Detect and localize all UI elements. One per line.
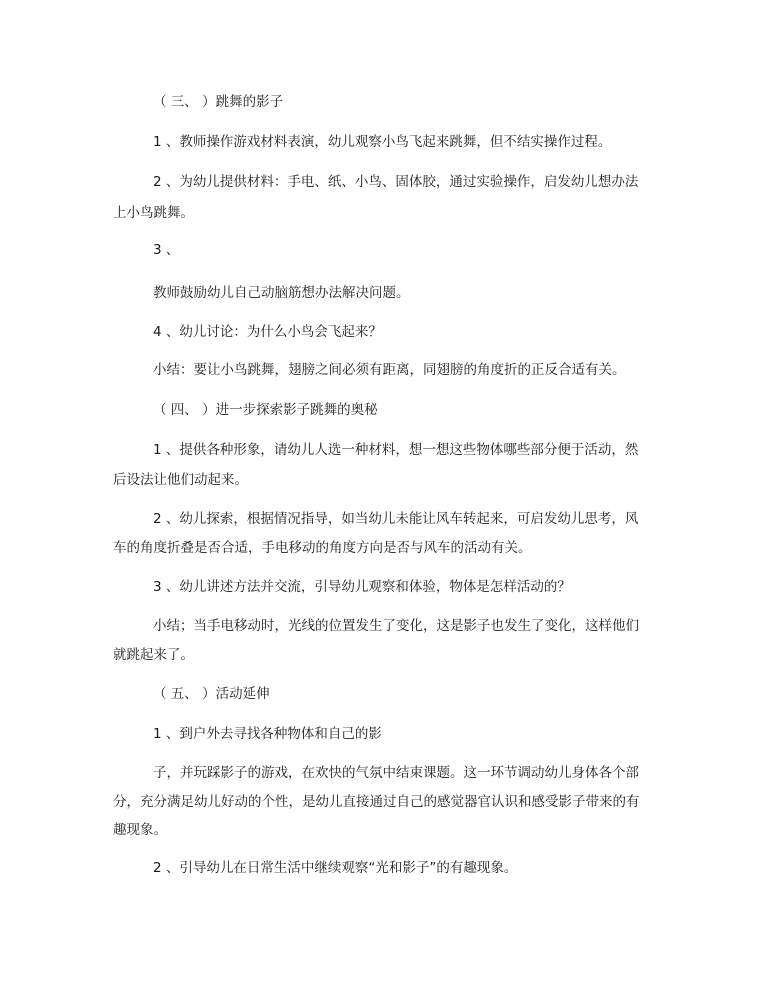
paragraph-line: 2 、幼儿探索，根据情况指导，如当幼儿未能让风车转起来，可启发幼儿思考，风 bbox=[153, 511, 639, 527]
paragraph-line: 1 、提供各种形象，请幼儿人选一种材料，想一想这些物体哪些部分便于活动，然 bbox=[153, 442, 639, 458]
summary-line: 小结：要让小鸟跳舞，翅膀之间必须有距离，同翅膀的角度折的正反合适有关。 bbox=[153, 362, 626, 378]
paragraph-line: 趣现象。 bbox=[113, 822, 167, 838]
paragraph-line: 就跳起来了。 bbox=[113, 647, 194, 663]
paragraph-line: 2 、为幼儿提供材料：手电、纸、小鸟、固体胶，通过实验操作，启发幼儿想办法 bbox=[153, 174, 639, 190]
summary-line: 小结；当手电移动时，光线的位置发生了变化，这是影子也发生了变化，这样他们 bbox=[153, 618, 639, 634]
paragraph-line: 分，充分满足幼儿好动的个性，是幼儿直接通过自己的感觉器官认识和感受影子带来的有 bbox=[113, 794, 640, 810]
paragraph-line: 3 、 bbox=[153, 242, 180, 258]
section-heading-4: （ 四、 ）进一步探索影子跳舞的奥秘 bbox=[153, 402, 378, 418]
paragraph-line: 后设法让他们动起来。 bbox=[113, 472, 248, 488]
paragraph-line: 4 、幼儿讨论：为什么小鸟会飞起来？ bbox=[153, 324, 382, 340]
paragraph-line: 教师鼓励幼儿自己动脑筋想办法解决问题。 bbox=[153, 285, 410, 301]
section-heading-3: （ 三、 ）跳舞的影子 bbox=[153, 94, 284, 110]
section-heading-5: （ 五、 ）活动延伸 bbox=[153, 686, 270, 702]
paragraph-line: 上小鸟跳舞。 bbox=[113, 205, 194, 221]
paragraph-line: 3 、幼儿讲述方法并交流，引导幼儿观察和体验，物体是怎样活动的？ bbox=[153, 579, 571, 595]
paragraph-line: 子，并玩踩影子的游戏，在欢快的气氛中结束课题。这一环节调动幼儿身体各个部 bbox=[153, 765, 639, 781]
paragraph-line: 车的角度折叠是否合适，手电移动的角度方向是否与风车的活动有关。 bbox=[113, 540, 532, 556]
paragraph-line: 1 、到户外去寻找各种物体和自己的影 bbox=[153, 726, 382, 742]
paragraph-line: 1 、教师操作游戏材料表演，幼儿观察小鸟飞起来跳舞，但不结实操作过程。 bbox=[153, 134, 612, 150]
paragraph-line: 2 、引导幼儿在日常生活中继续观察“光和影子”的有趣现象。 bbox=[153, 860, 518, 876]
